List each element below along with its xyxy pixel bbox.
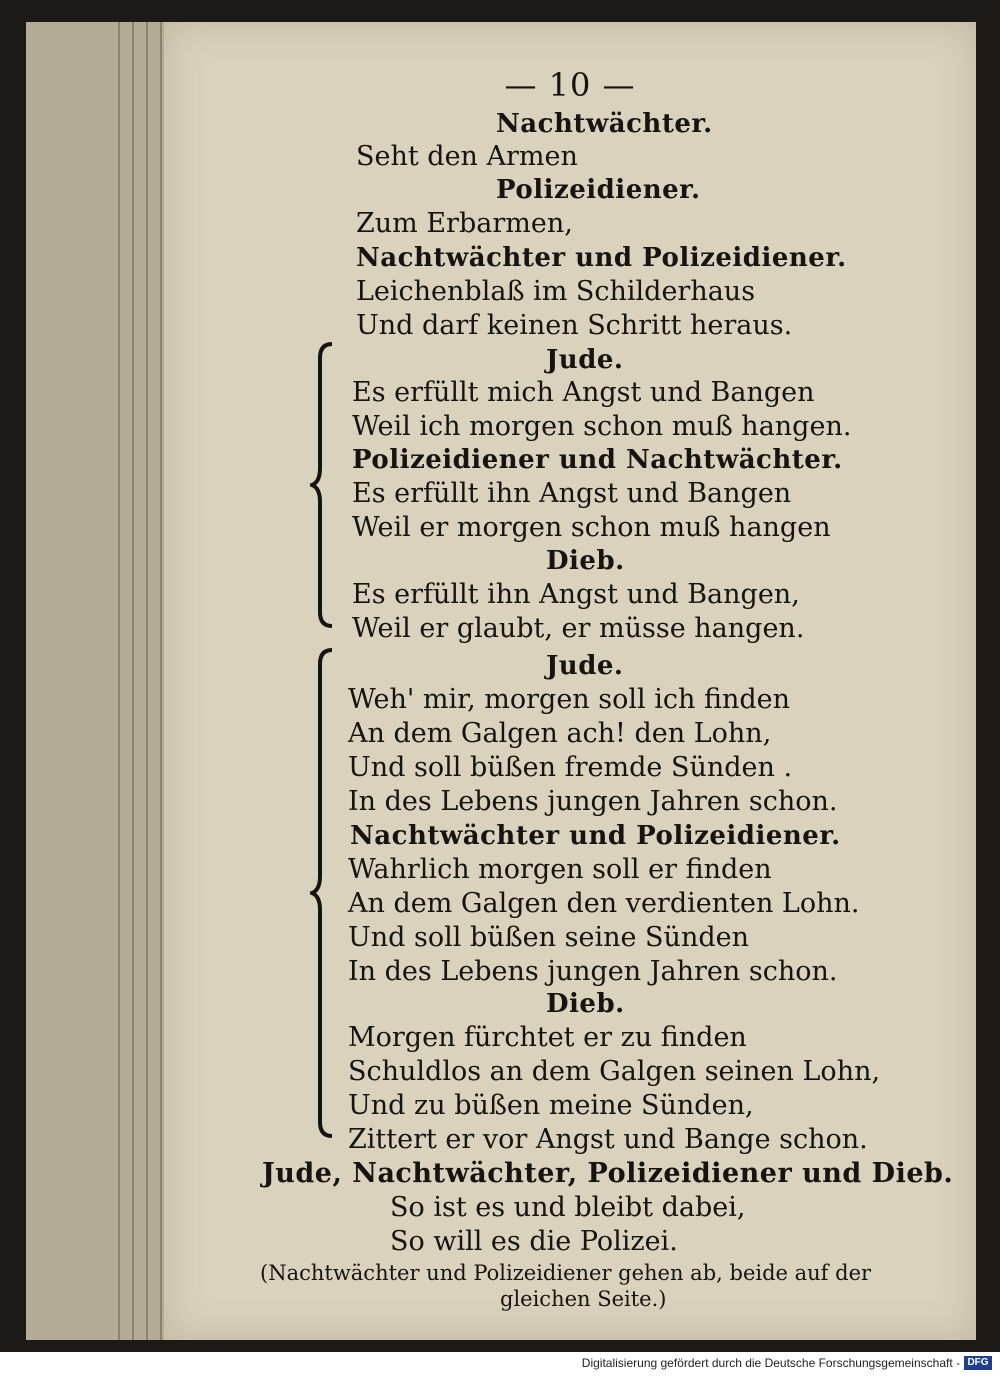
verse-line: Seht den Armen [356,141,578,172]
verse-line: Zum Erbarmen, [356,208,573,239]
verse-line: Es erfüllt ihn Angst und Bangen, [352,579,800,610]
speaker-label: Jude. [546,651,624,681]
verse-line: Wahrlich morgen soll er finden [348,854,772,885]
page-edge [160,22,162,1340]
verse-line: Es erfüllt ihn Angst und Bangen [352,478,792,509]
speaker-label: Nachtwächter und Polizeidiener. [356,243,847,273]
curly-brace [310,646,340,1140]
page-stack [26,22,174,1340]
verse-line: Und darf keinen Schritt heraus. [356,310,793,341]
speaker-label: Jude, Nachtwächter, Polizeidiener und Dieb. [262,1158,954,1189]
page-edge [118,22,120,1340]
verse-line: An dem Galgen den verdienten Lohn. [348,888,860,919]
verse-line: So ist es und bleibt dabei, [390,1192,746,1223]
verse-line: Zittert er vor Angst und Bange schon. [348,1124,868,1155]
page-edge [132,22,134,1340]
verse-line: Weil er morgen schon muß hangen [352,512,831,543]
book-page [164,22,976,1340]
dfg-logo: DFG [964,1356,992,1370]
speaker-label: Polizeidiener und Nachtwächter. [352,445,843,475]
verse-line: Und soll büßen fremde Sünden . [348,752,793,783]
curly-brace [310,340,340,630]
speaker-label: Dieb. [546,546,625,576]
speaker-label: Nachtwächter und Polizeidiener. [350,821,841,851]
page-edge [146,22,148,1340]
verse-line: Und soll büßen seine Sünden [348,922,749,953]
verse-line: So will es die Polizei. [390,1226,678,1257]
stage-direction: (Nachtwächter und Polizeidiener gehen ab, beide auf der [260,1261,872,1285]
stage-direction: gleichen Seite.) [500,1287,667,1311]
funding-credit: Digitalisierung gefördert durch die Deutsche Forschungsgemeinschaft - [581,1356,960,1370]
verse-line: In des Lebens jungen Jahren schon. [348,956,838,987]
verse-line: In des Lebens jungen Jahren schon. [348,786,838,817]
verse-line: Weil ich morgen schon muß hangen. [352,411,852,442]
speaker-label: Nachtwächter. [496,109,713,139]
speaker-label: Jude. [546,345,624,375]
page-number: — 10 — [504,66,636,104]
verse-line: Schuldlos an dem Galgen seinen Lohn, [348,1056,881,1087]
verse-line: Es erfüllt mich Angst und Bangen [352,377,815,408]
speaker-label: Dieb. [546,989,625,1019]
verse-line: Weh' mir, morgen soll ich finden [348,684,791,715]
verse-line: Leichenblaß im Schilderhaus [356,276,756,307]
verse-line: Und zu büßen meine Sünden, [348,1090,754,1121]
verse-line: Weil er glaubt, er müsse hangen. [352,613,805,644]
verse-line: Morgen fürchtet er zu finden [348,1022,747,1053]
verse-line: An dem Galgen ach! den Lohn, [348,718,772,749]
digitization-footer [0,1352,1000,1376]
speaker-label: Polizeidiener. [496,175,701,205]
